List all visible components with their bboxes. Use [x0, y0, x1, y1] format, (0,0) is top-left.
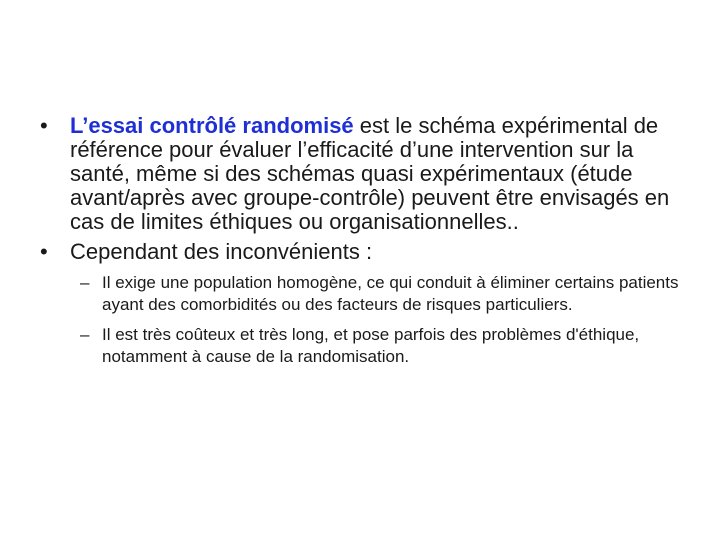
- bullet-icon: •: [40, 113, 48, 138]
- bullet-text: est le schéma expérimental de référence pour évaluer l’efficacité d’une intervention sur la santé, même si des schémas quasi expérimentaux (étude avant/après avec groupe-contrôle) peuvent être envisagés en cas de limites éthiques ou organisationnelles..: [70, 113, 670, 234]
- bullet-item: [36, 240, 686, 264]
- bullet-item: [36, 114, 686, 234]
- sub-bullet-item: [36, 272, 686, 316]
- sub-bullet-list: [36, 272, 686, 368]
- sub-bullet-text: Il exige une population homogène, ce qui conduit à éliminer certains patients ayant des comorbidités ou des facteurs de risques particuliers.: [102, 273, 679, 314]
- sub-bullet-item: [36, 324, 686, 368]
- emphasized-term: L’essai contrôlé randomisé: [70, 113, 354, 138]
- dash-icon: –: [80, 273, 90, 292]
- bullet-icon: •: [40, 239, 48, 264]
- sub-bullet-text: Il est très coûteux et très long, et pose parfois des problèmes d'éthique, notamment à cause de la randomisation.: [102, 325, 640, 366]
- dash-icon: –: [80, 325, 90, 344]
- bullet-text: Cependant des inconvénients :: [70, 239, 373, 264]
- slide-content: [36, 114, 686, 368]
